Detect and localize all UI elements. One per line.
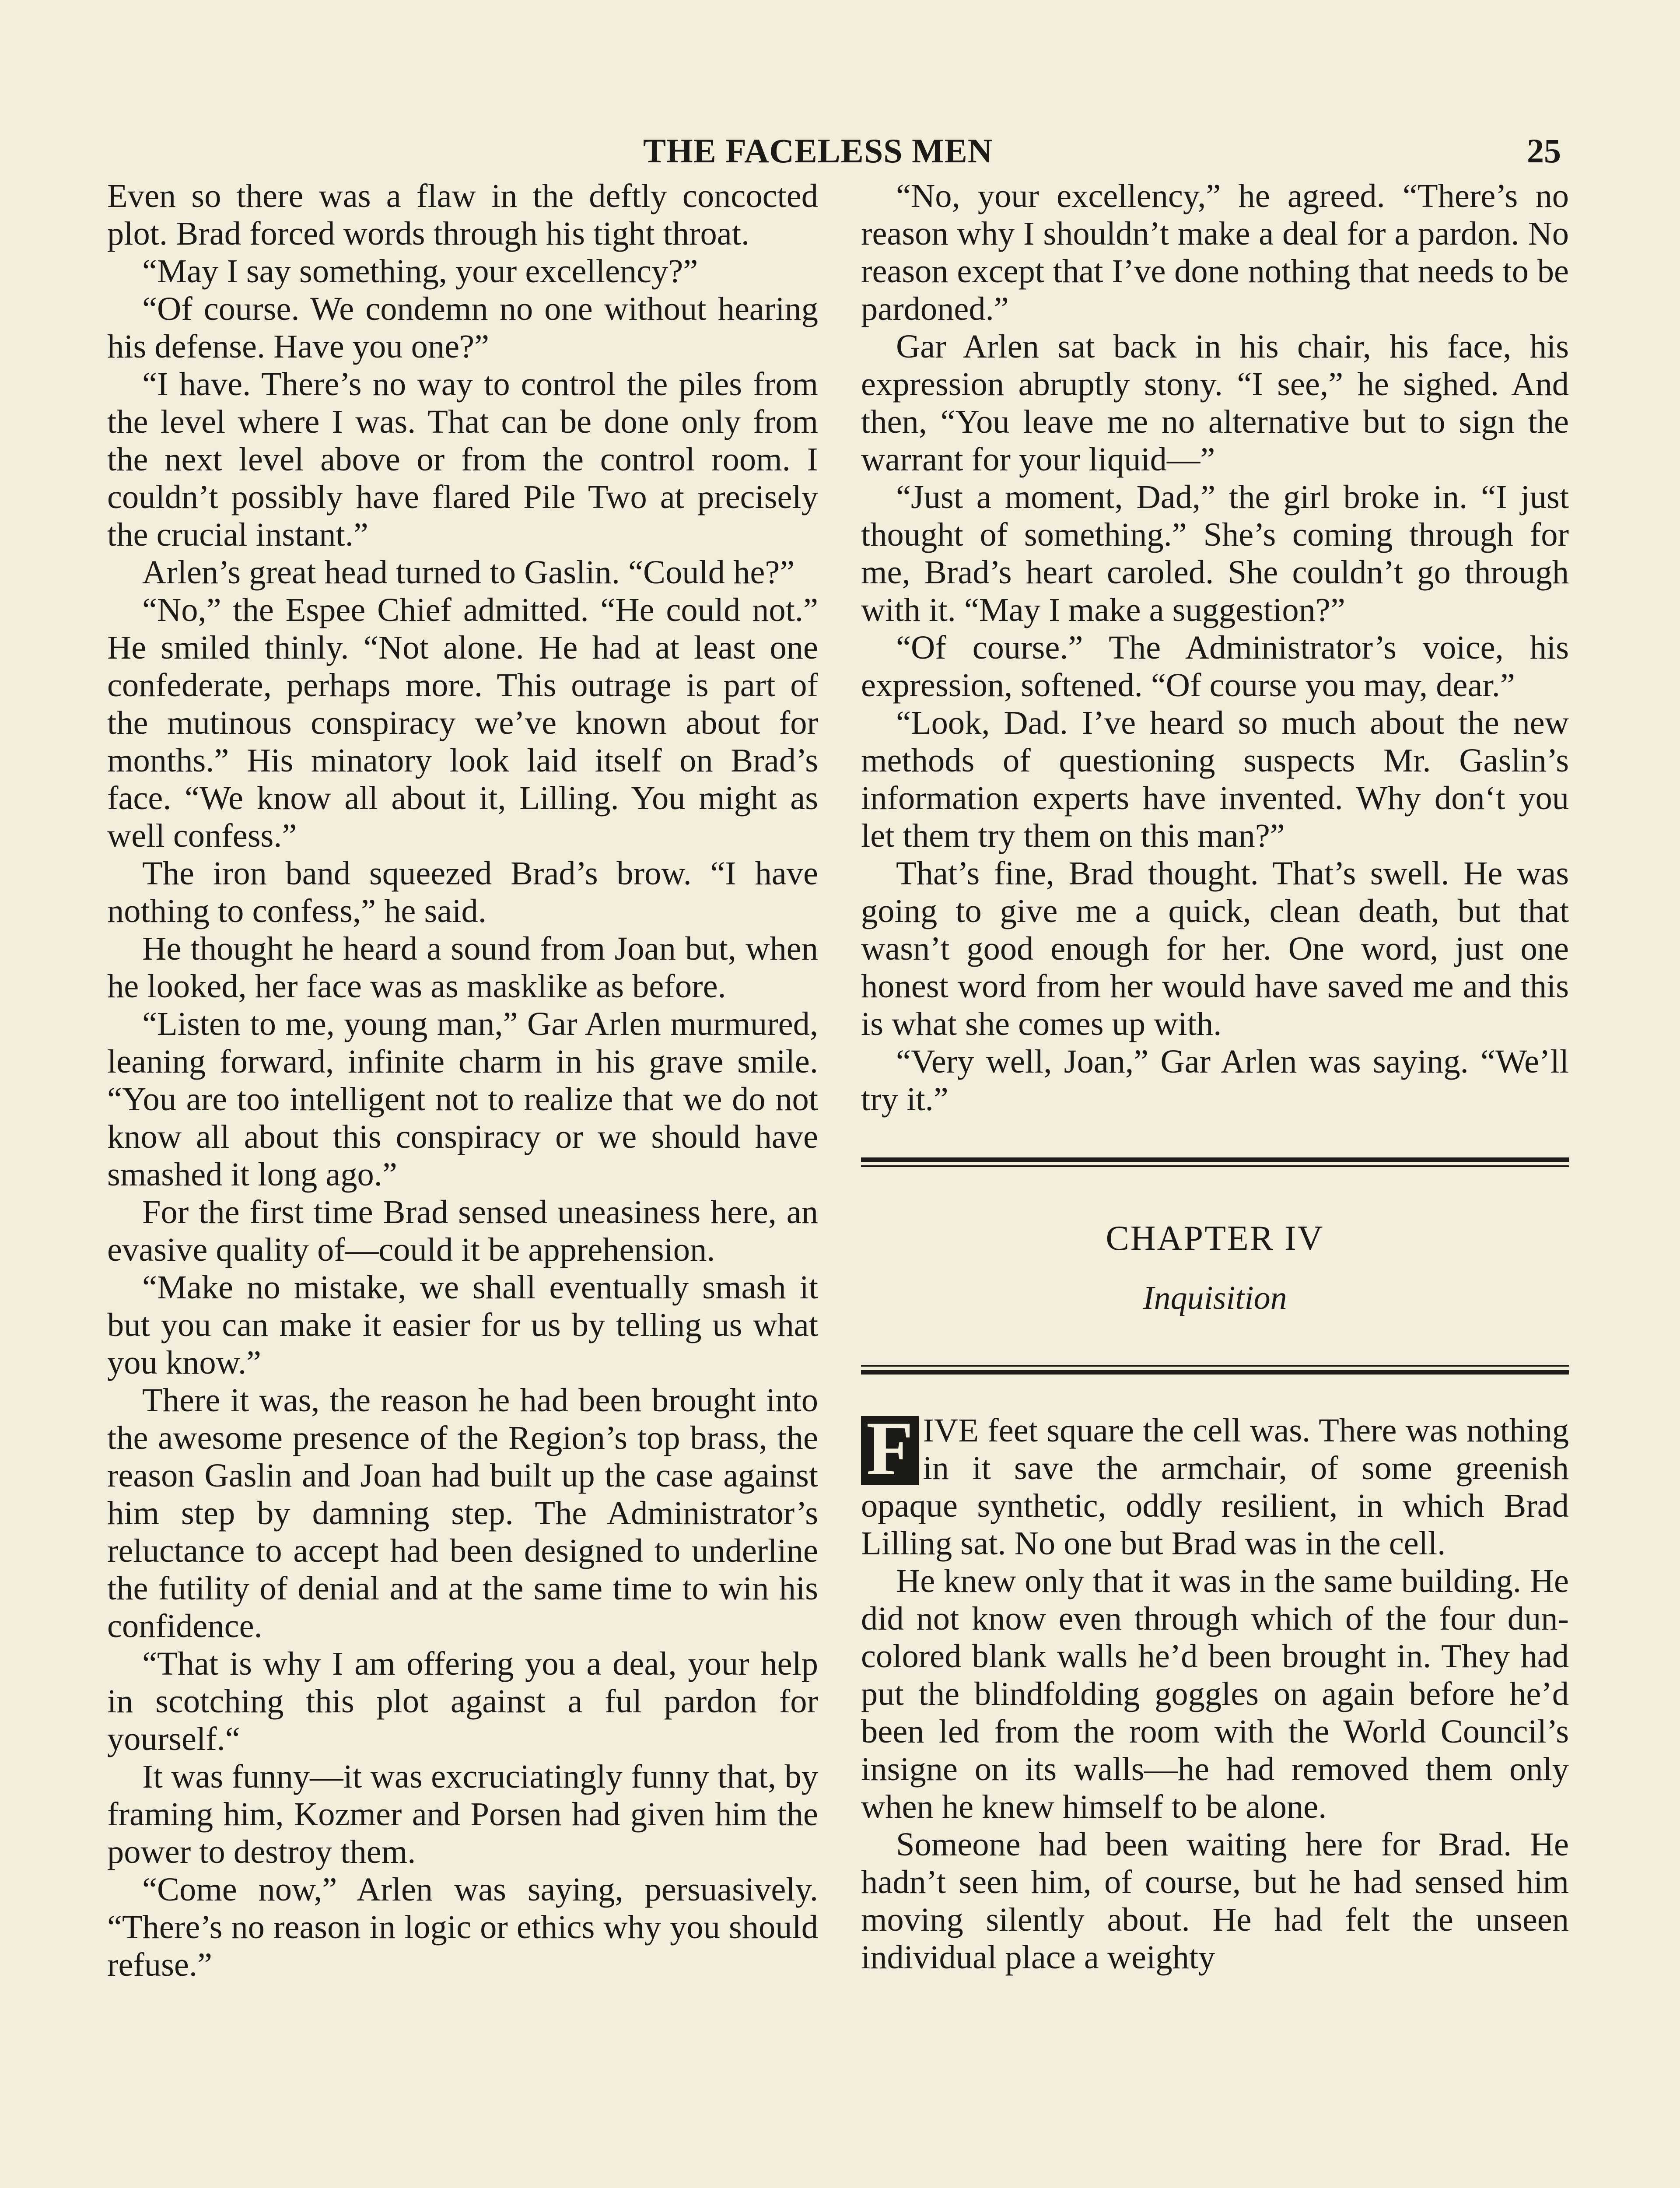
paragraph: “Make no mistake, we shall eventually smash it but you can make it easier for us by telling us what you know.” [107, 1269, 818, 1381]
paragraph: “Of course.” The Administrator’s voice, his expression, softened. “Of course you may, dear.” [861, 629, 1569, 704]
drop-cap: F [861, 1416, 919, 1485]
paragraph: He thought he heard a sound from Joan but, when he looked, her face was as masklike as before. [107, 930, 818, 1005]
paragraph: “May I say something, your excellency?” [142, 252, 698, 290]
right-column [861, 177, 1569, 1976]
chapter-subtitle: Inquisition [1143, 1280, 1287, 1316]
paragraph: It was funny—it was excruciatingly funny that, by framing him, Kozmer and Porsen had given him the power to destroy them. [107, 1758, 818, 1870]
paragraph: “Very well, Joan,” Gar Arlen was saying. “We’ll try it.” [861, 1043, 1569, 1118]
chapter-rule-bottom-thick [861, 1370, 1569, 1375]
paragraph: Someone had been waiting here for Brad. He hadn’t seen him, of course, but he had sensed him moving silently about. He had felt the unseen individual place a weighty [861, 1826, 1569, 1976]
chapter-rule-top-thin [861, 1165, 1569, 1167]
chapter-heading: CHAPTER IV [1106, 1219, 1324, 1258]
paragraph: The iron band squeezed Brad’s brow. “I have nothing to confess,” he said. [107, 855, 818, 929]
paragraph: “Of course. We condemn no one without hearing his defense. Have you one?” [107, 290, 818, 365]
paragraph: There it was, the reason he had been brought into the awesome presence of the Region’s top brass, the reason Gaslin and Joan had built up the case against him step by damning step. The Administrator’s reluctance to accept had been designed to underline the futility of denial and at the same time to win his confidence. [107, 1382, 818, 1645]
chapter-rule-top-thick [861, 1157, 1569, 1162]
paragraph: “Just a moment, Dad,” the girl broke in. “I just thought of something.” She’s coming through for me, Brad’s heart caroled. She couldn’t go through with it. “May I make a suggestion?” [861, 478, 1569, 628]
paragraph: Gar Arlen sat back in his chair, his face, his expression abruptly stony. “I see,” he sighed. And then, “You leave me no alternative but to sign the warrant for your liquid—” [861, 328, 1569, 478]
paragraph: “That is why I am offering you a deal, your help in scotching this plot against a ful pardon for yourself.“ [107, 1645, 818, 1757]
paragraph: “Listen to me, young man,” Gar Arlen murmured, leaning forward, infinite charm in his grave smile. “You are too intelligent not to realize that we do not know all about this conspiracy or we should have smashed it long ago.” [107, 1005, 818, 1193]
opening-text: IVE feet square the cell was. There was nothing in it save the armchair, of some greenish opaque synthetic, oddly resilient, in which Brad Lilling sat. No one but Brad was in the cell. [861, 1412, 1569, 1562]
left-column [107, 177, 818, 1984]
paragraph: “I have. There’s no way to control the piles from the level where I was. That can be done only from the next level above or from the control room. I couldn’t possibly have flared Pile Two at precisely the crucial instant.” [107, 365, 818, 553]
paragraph: Even so there was a flaw in the deftly concocted plot. Brad forced words through his tight throat. [107, 177, 818, 252]
running-title: THE FACELESS MEN [643, 132, 993, 170]
paragraph: That’s fine, Brad thought. That’s swell. He was going to give me a quick, clean death, but that wasn’t good enough for her. One word, just one honest word from her would have saved me and this is what she comes up with. [861, 855, 1569, 1042]
page-number: 25 [1527, 132, 1561, 170]
paragraph: “No,” the Espee Chief admitted. “He could not.” He smiled thinly. “Not alone. He had at least one confederate, perhaps more. This outrage is part of the mutinous conspiracy we’ve known about for months.” His minatory look laid itself on Brad’s face. “We know all about it, Lilling. You might as well confess.” [107, 591, 818, 854]
running-header [0, 131, 1680, 171]
paragraph: “Look, Dad. I’ve heard so much about the new methods of questioning suspects Mr. Gaslin’s information experts have invented. Why don‘t you let them try them on this man?” [861, 704, 1569, 854]
paragraph: He knew only that it was in the same building. He did not know even through which of the four dun-colored blank walls he’d been brought in. They had put the blindfolding goggles on again before he’d been led from the room with the World Council’s insigne on its walls—he had removed them only when he knew himself to be alone. [861, 1562, 1569, 1825]
paragraph: Arlen’s great head turned to Gaslin. “Could he?” [142, 554, 795, 591]
chapter-opening-paragraph [861, 1406, 1569, 1562]
chapter-header [861, 1157, 1569, 1375]
paragraph: “Come now,” Arlen was saying, persuasively. “There’s no reason in logic or ethics why you should refuse.” [107, 1871, 818, 1983]
paragraph: For the first time Brad sensed uneasiness here, an evasive quality of—could it be apprehension. [107, 1193, 818, 1268]
chapter-rule-bottom-thin [861, 1365, 1569, 1367]
paragraph: “No, your excellency,” he agreed. “There’s no reason why I shouldn’t make a deal for a pardon. No reason except that I’ve done nothing that needs to be pardoned.” [861, 177, 1569, 327]
